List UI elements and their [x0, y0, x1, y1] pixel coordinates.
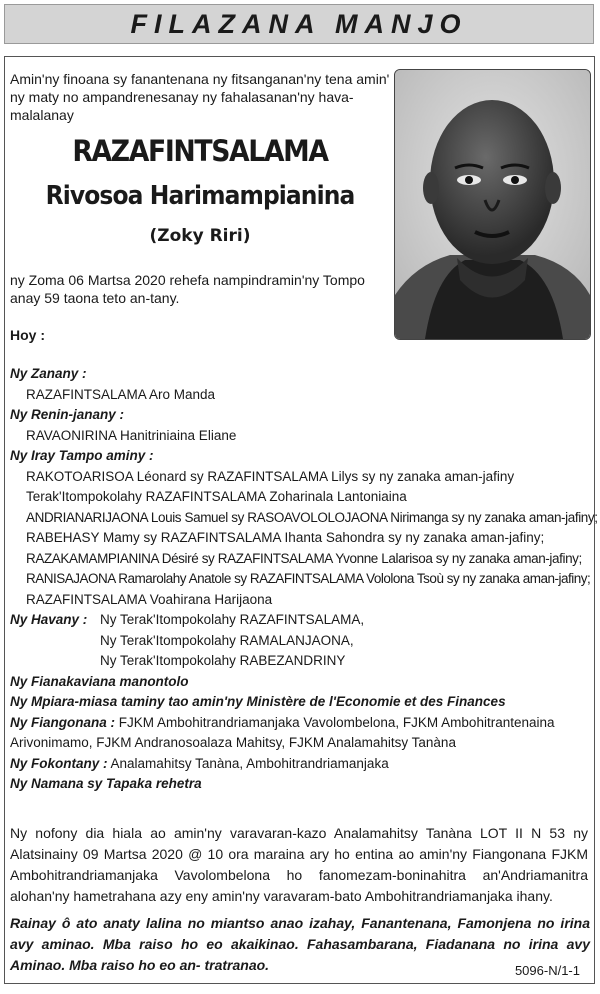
fokontany-line	[10, 754, 590, 775]
mpiara-miasa-line: Ny Mpiara-miasa taminy tao amin'ny Ministère de l'Economie et des Finances	[10, 694, 506, 709]
fiangonana-line	[10, 713, 590, 734]
zanany-label: Ny Zanany :	[10, 366, 87, 381]
iray-tampo-item: ANDRIANARIJAONA Louis Samuel sy RASOAVOLOLOJAONA Nirimanga sy ny zanaka aman-jafiny;	[26, 509, 598, 525]
notice-header	[4, 4, 594, 44]
death-text: ny Zoma 06 Martsa 2020 rehefa nampindramin'ny Tompo anay 59 taona teto an-tany.	[10, 272, 365, 306]
renin-janany-item: RAVAONIRINA Hanitriniaina Eliane	[26, 427, 237, 443]
fiangonana-text: FJKM Ambohitrandriamanjaka Vavolombelona, FJKM Ambohitrantenaina	[118, 714, 555, 730]
closing-prayer: Rainay ô ato anaty lalina no miantso anao izahay, Fanantenana, Famonjena no irina avy aminao. Mba raiso ho eo akaikinao. Fahasambarana, Fiadanana no irina avy Aminao. Mba raiso ho eo an- tratranao.	[10, 915, 590, 973]
family-list	[10, 364, 598, 795]
iray-tampo-item: Terak'Itompokolahy RAZAFINTSALAMA Zoharinala Lantoniaina	[26, 489, 407, 504]
portrait-photo	[394, 69, 591, 340]
iray-tampo-item: RANISAJAONA Ramarolahy Anatole sy RAZAFINTSALAMA Vololona Tsoù sy ny zanaka aman-jafiny;	[26, 571, 591, 586]
fiangonana-text-cont: Arivonimamo, FJKM Andranosoalaza Mahitsy, FJKM Analamahitsy Tanàna	[10, 735, 456, 750]
iray-tampo-item: RAZAKAMAMPIANINA Désiré sy RAZAFINTSALAMA Yvonne Lalarisoa sy ny zanaka aman-jafiny;	[26, 550, 582, 566]
havany-section	[10, 610, 590, 672]
deceased-nickname: (Zoky Riri)	[149, 226, 251, 246]
fiangonana-label: Ny Fiangonana :	[10, 714, 116, 730]
burial-paragraph: Ny nofony dia hiala ao amin'ny varavaran-kazo Analamahitsy Tanàna LOT II N 53 ny Alatsinainy 09 Martsa 2020 @ 10 ora maraina ary ho entina ao amin'ny Fiangonana FJKM Ambohitrandriamanjaka Vavolombelona ho fanomezam-boninahitra an'Andriamanitra alohan'ny hametrahana azy eny amin'ny varavaram-bato Ambohitrandriamanjaka ihany.	[10, 825, 588, 904]
intro-text: Amin'ny finoana sy fanantenana ny fitsanganan'ny tena amin' ny maty no ampandrenesanay ny fahalasanan'ny hava-malalanay	[10, 71, 390, 123]
havany-list	[88, 610, 364, 672]
havany-item: Ny Terak'Itompokolahy RABEZANDRINY	[100, 653, 346, 668]
iray-tampo-item: RAZAFINTSALAMA Voahirana Harijaona	[26, 591, 273, 607]
iray-tampo-item: RAKOTOARISOA Léonard sy RAZAFINTSALAMA Lilys sy ny zanaka aman-jafiny	[26, 468, 515, 484]
portrait-image	[395, 70, 590, 339]
fokontany-label: Ny Fokontany :	[10, 755, 108, 771]
havany-item: Ny Terak'Itompokolahy RAMALANJAONA,	[100, 632, 354, 648]
fokontany-text: Analamahitsy Tanàna, Ambohitrandriamanjaka	[110, 755, 389, 771]
fianakaviana-line: Ny Fianakaviana manontolo	[10, 673, 189, 689]
deceased-surname: RAZAFINTSALAMA	[72, 134, 328, 168]
namana-line: Ny Namana sy Tapaka rehetra	[10, 776, 202, 791]
havany-item: Ny Terak'Itompokolahy RAZAFINTSALAMA,	[100, 612, 365, 627]
iray-tampo-label: Ny Iray Tampo aminy :	[10, 448, 154, 463]
header-title: FILAZANA MANJO	[130, 8, 468, 39]
iray-tampo-item: RABEHASY Mamy sy RAZAFINTSALAMA Ihanta Sahondra sy ny zanaka aman-jafiny;	[26, 530, 545, 545]
hoy-label: Hoy :	[10, 327, 45, 343]
deceased-given-names: Rivosoa Harimampianina	[45, 181, 355, 211]
renin-janany-label: Ny Renin-janany :	[10, 407, 125, 422]
zanany-item: RAZAFINTSALAMA Aro Manda	[26, 386, 216, 402]
reference-number: 5096-N/1-1	[514, 963, 580, 978]
havany-label: Ny Havany :	[10, 612, 88, 627]
